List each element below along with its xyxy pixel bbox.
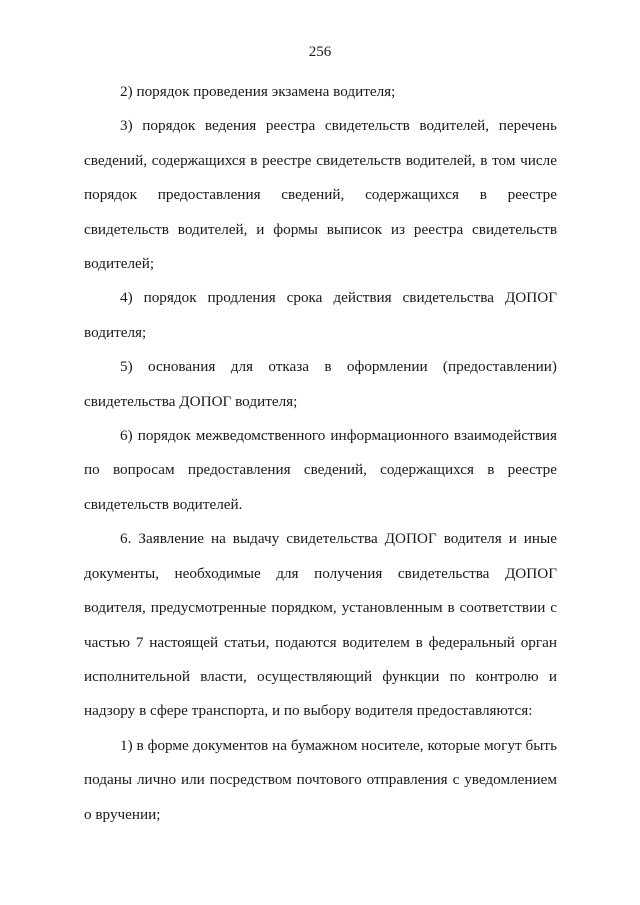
document-body — [84, 75, 557, 832]
paragraph-item-4: 4) порядок продления срока действия свидетельства ДОПОГ водителя; — [84, 289, 557, 341]
page-number: 256 — [308, 44, 332, 60]
paragraph-item-3: 3) порядок ведения реестра свидетельств водителей, перечень сведений, содержащихся в реестре свидетельств водителей, в том числе порядок предоставления сведений, содержащихся в реестре свидетельств водителей, и формы выписок из реестра свидетельств водителей; — [84, 117, 557, 273]
paragraph-item-5: 5) основания для отказа в оформлении (предоставлении) свидетельства ДОПОГ водителя; — [84, 358, 557, 410]
paragraph-item-6: 6) порядок межведомственного информационного взаимодействия по вопросам предоставления сведений, содержащихся в реестре свидетельств водителей. — [84, 427, 557, 513]
paragraph-item-2: 2) порядок проведения экзамена водителя; — [120, 83, 396, 100]
paragraph-subitem-1: 1) в форме документов на бумажном носителе, которые могут быть поданы лично или посредством почтового отправления с уведомлением о вручении; — [84, 736, 557, 823]
paragraph-section-6: 6. Заявление на выдачу свидетельства ДОПОГ водителя и иные документы, необходимые для получения свидетельства ДОПОГ водителя, предусмотренные порядком, установленным в соответствии с частью 7 настоящей статьи, подаются водителем в федеральный орган исполнительной власти, осуществляющий функции по контролю и надзору в сфере транспорта, и по выбору водителя предоставляются: — [84, 530, 557, 720]
